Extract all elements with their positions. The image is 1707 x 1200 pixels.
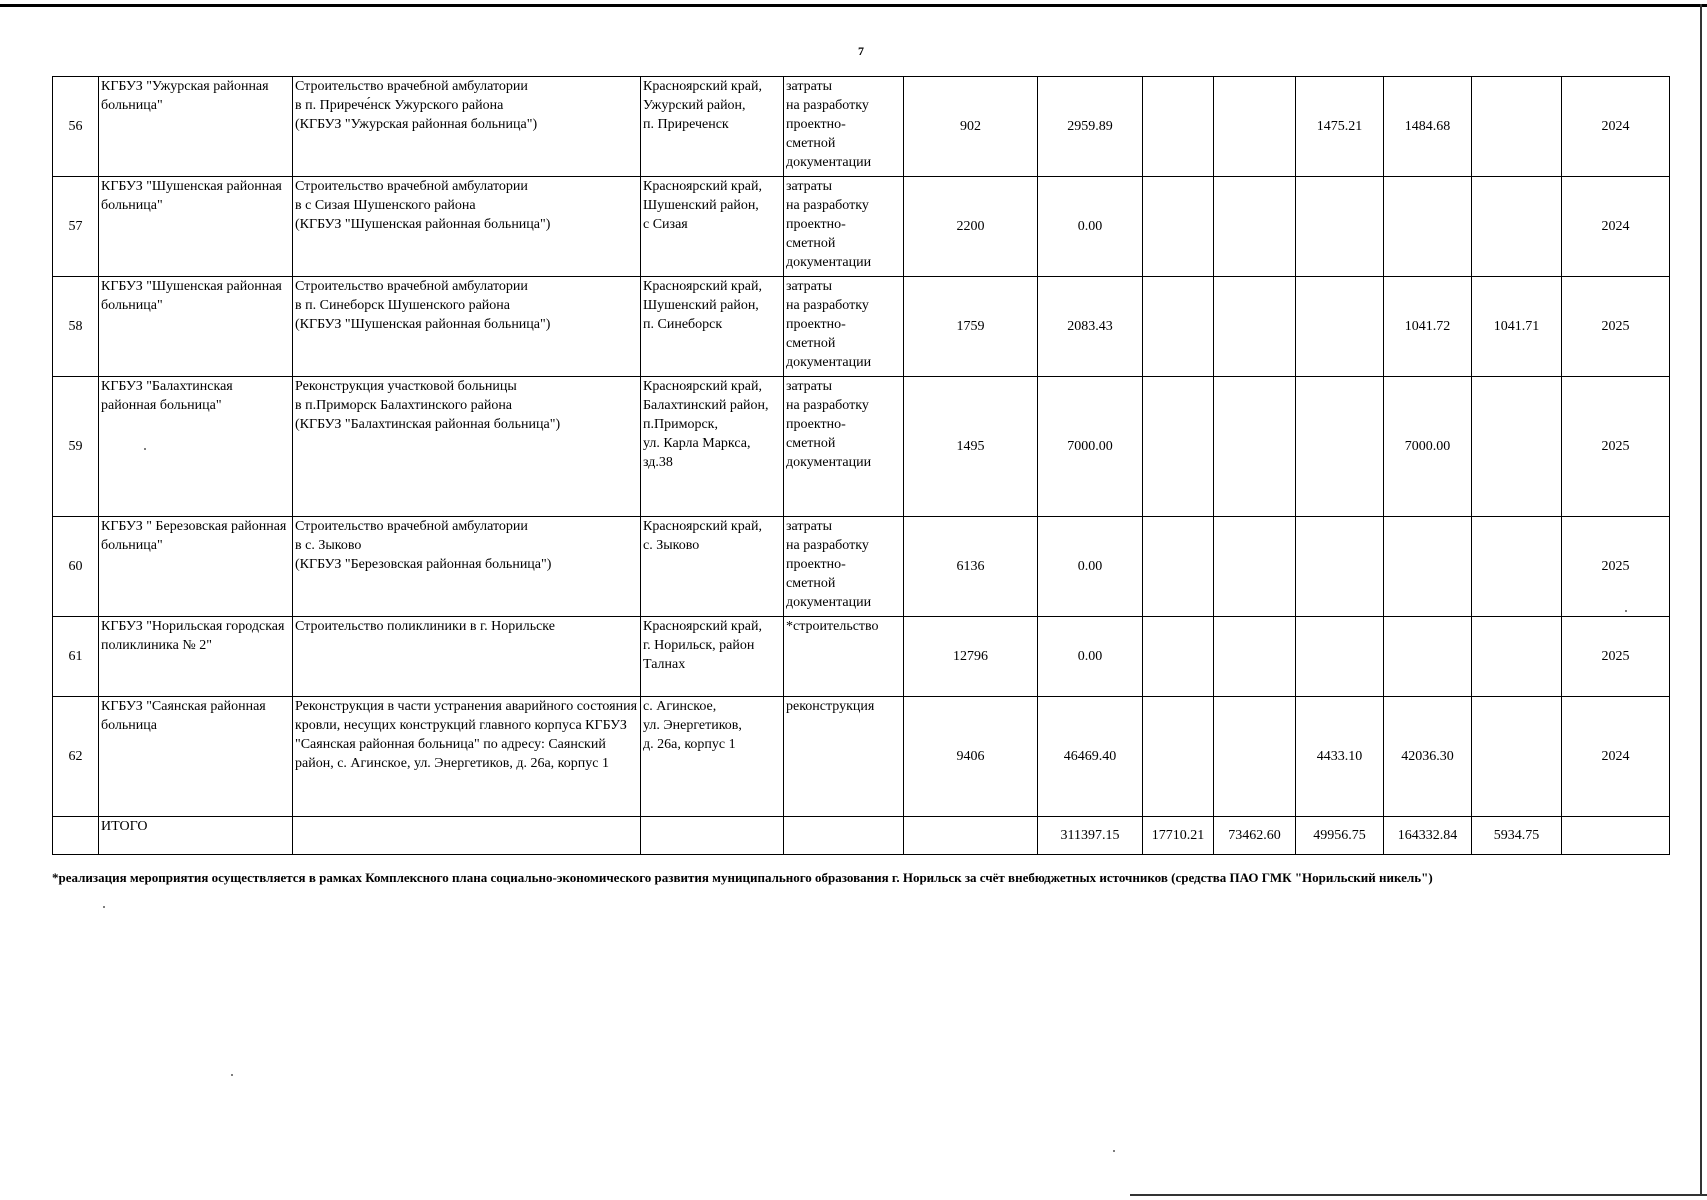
scan-top-border [0,4,1707,7]
table-row [53,617,1670,697]
stage-cell: затраты на разработку проектно- сметной документации [784,277,904,377]
funding-cell-3 [1296,277,1384,377]
totals-funding-4: 164332.84 [1384,817,1472,855]
total-cost-cell: 2083.43 [1038,277,1143,377]
funding-cell-5 [1472,77,1562,177]
funding-cell-4 [1384,517,1472,617]
funding-cell-4: 1041.72 [1384,277,1472,377]
totals-empty [53,817,99,855]
funding-cell-2 [1214,77,1296,177]
scan-speck [1625,610,1627,612]
institution-cell: КГБУЗ " Березовская районная больница" [99,517,293,617]
funding-cell-3 [1296,517,1384,617]
totals-empty [641,817,784,855]
funding-cell-4: 1484.68 [1384,77,1472,177]
funding-cell-3 [1296,377,1384,517]
funding-cell-4 [1384,177,1472,277]
area-cell: 1759 [904,277,1038,377]
totals-row [53,817,1670,855]
address-cell: Красноярский край, г. Норильск, район Талнах [641,617,784,697]
funding-cell-2 [1214,697,1296,817]
funding-cell-5 [1472,697,1562,817]
total-cost-cell: 0.00 [1038,177,1143,277]
year-cell: 2024 [1562,697,1670,817]
row-number: 57 [53,177,99,277]
address-cell: Красноярский край, Балахтинский район, п.Приморск, ул. Карла Маркса, зд.38 [641,377,784,517]
stage-cell: затраты на разработку проектно- сметной документации [784,77,904,177]
project-name-cell: Строительство врачебной амбулатории в п. Прирече́нск Ужурского района (КГБУЗ "Ужурская районная больница") [293,77,641,177]
year-cell: 2025 [1562,517,1670,617]
project-name-cell: Строительство врачебной амбулатории в п. Синеборск Шушенского района (КГБУЗ "Шушенская районная больница") [293,277,641,377]
table-row [53,177,1670,277]
total-cost-cell: 0.00 [1038,517,1143,617]
totals-empty [1562,817,1670,855]
funding-cell-1 [1143,377,1214,517]
funding-cell-2 [1214,617,1296,697]
scan-speck [144,448,146,450]
funding-cell-3 [1296,177,1384,277]
funding-cell-4: 42036.30 [1384,697,1472,817]
row-number: 56 [53,77,99,177]
area-cell: 6136 [904,517,1038,617]
funding-cell-1 [1143,697,1214,817]
institution-cell: КГБУЗ "Балахтинская районная больница" [99,377,293,517]
funding-cell-5: 1041.71 [1472,277,1562,377]
institution-cell: КГБУЗ "Шушенская районная больница" [99,177,293,277]
funding-cell-5 [1472,517,1562,617]
year-cell: 2025 [1562,277,1670,377]
scan-speck [103,906,105,908]
funding-cell-5 [1472,617,1562,697]
scan-bottom-border [1130,1194,1707,1196]
totals-funding-1: 17710.21 [1143,817,1214,855]
table-row [53,77,1670,177]
address-cell: с. Агинское, ул. Энергетиков, д. 26а, корпус 1 [641,697,784,817]
project-name-cell: Строительство врачебной амбулатории в с Сизая Шушенского района (КГБУЗ "Шушенская районная больница") [293,177,641,277]
funding-cell-3: 1475.21 [1296,77,1384,177]
total-cost-cell: 2959.89 [1038,77,1143,177]
funding-cell-2 [1214,177,1296,277]
row-number: 62 [53,697,99,817]
institution-cell: КГБУЗ "Ужурская районная больница" [99,77,293,177]
institution-cell: КГБУЗ "Саянская районная больница [99,697,293,817]
row-number: 59 [53,377,99,517]
funding-cell-1 [1143,177,1214,277]
total-cost-cell: 7000.00 [1038,377,1143,517]
footnote: *реализация мероприятия осуществляется в рамках Комплексного плана социально-экономического развития муниципального образования г. Норильск за счёт внебюджетных источников (средства ПАО ГМК "Норильский никель") [52,870,1433,885]
address-cell: Красноярский край, Ужурский район, п. Приреченск [641,77,784,177]
total-cost-cell: 46469.40 [1038,697,1143,817]
stage-cell: затраты на разработку проектно- сметной документации [784,377,904,517]
area-cell: 2200 [904,177,1038,277]
scan-speck [231,1074,233,1076]
year-cell: 2025 [1562,617,1670,697]
stage-cell: затраты на разработку проектно- сметной документации [784,517,904,617]
row-number: 61 [53,617,99,697]
institution-cell: КГБУЗ "Шушенская районная больница" [99,277,293,377]
funding-cell-3 [1296,617,1384,697]
row-number: 58 [53,277,99,377]
page-number: 7 [858,44,864,58]
project-name-cell: Реконструкция участковой больницы в п.Приморск Балахтинского района (КГБУЗ "Балахтинская районная больница") [293,377,641,517]
funding-cell-2 [1214,517,1296,617]
address-cell: Красноярский край, Шушенский район, с Сизая [641,177,784,277]
table-row [53,377,1670,517]
area-cell: 902 [904,77,1038,177]
funding-cell-3: 4433.10 [1296,697,1384,817]
funding-cell-1 [1143,517,1214,617]
totals-empty [784,817,904,855]
totals-funding-2: 73462.60 [1214,817,1296,855]
table-row [53,517,1670,617]
year-cell: 2024 [1562,77,1670,177]
funding-cell-4: 7000.00 [1384,377,1472,517]
totals-funding-5: 5934.75 [1472,817,1562,855]
area-cell: 12796 [904,617,1038,697]
funding-cell-5 [1472,177,1562,277]
stage-cell: затраты на разработку проектно- сметной документации [784,177,904,277]
totals-empty [904,817,1038,855]
table-row [53,697,1670,817]
totals-label: ИТОГО [99,817,293,855]
project-name-cell: Строительство поликлиники в г. Норильске [293,617,641,697]
totals-empty [293,817,641,855]
area-cell: 9406 [904,697,1038,817]
row-number: 60 [53,517,99,617]
total-cost-cell: 0.00 [1038,617,1143,697]
funding-cell-1 [1143,77,1214,177]
stage-cell: реконструкция [784,697,904,817]
project-name-cell: Реконструкция в части устранения аварийного состояния кровли, несущих конструкций главного корпуса КГБУЗ "Саянская районная больница" по адресу: Саянский район, с. Агинское, ул. Энергетиков, д. 26а, корпус 1 [293,697,641,817]
funding-cell-1 [1143,617,1214,697]
scan-right-border [1700,4,1702,1194]
institution-cell: КГБУЗ "Норильская городская поликлиника № 2" [99,617,293,697]
address-cell: Красноярский край, с. Зыково [641,517,784,617]
year-cell: 2025 [1562,377,1670,517]
funding-cell-1 [1143,277,1214,377]
address-cell: Красноярский край, Шушенский район, п. Синеборск [641,277,784,377]
totals-total: 311397.15 [1038,817,1143,855]
funding-cell-4 [1384,617,1472,697]
funding-cell-5 [1472,377,1562,517]
area-cell: 1495 [904,377,1038,517]
table-body [53,77,1670,855]
funding-cell-2 [1214,377,1296,517]
project-name-cell: Строительство врачебной амбулатории в с. Зыково (КГБУЗ "Березовская районная больница") [293,517,641,617]
totals-funding-3: 49956.75 [1296,817,1384,855]
stage-cell: *строительство [784,617,904,697]
funding-cell-2 [1214,277,1296,377]
scan-speck [1113,1150,1115,1152]
table-row [53,277,1670,377]
year-cell: 2024 [1562,177,1670,277]
investment-table [52,76,1670,855]
